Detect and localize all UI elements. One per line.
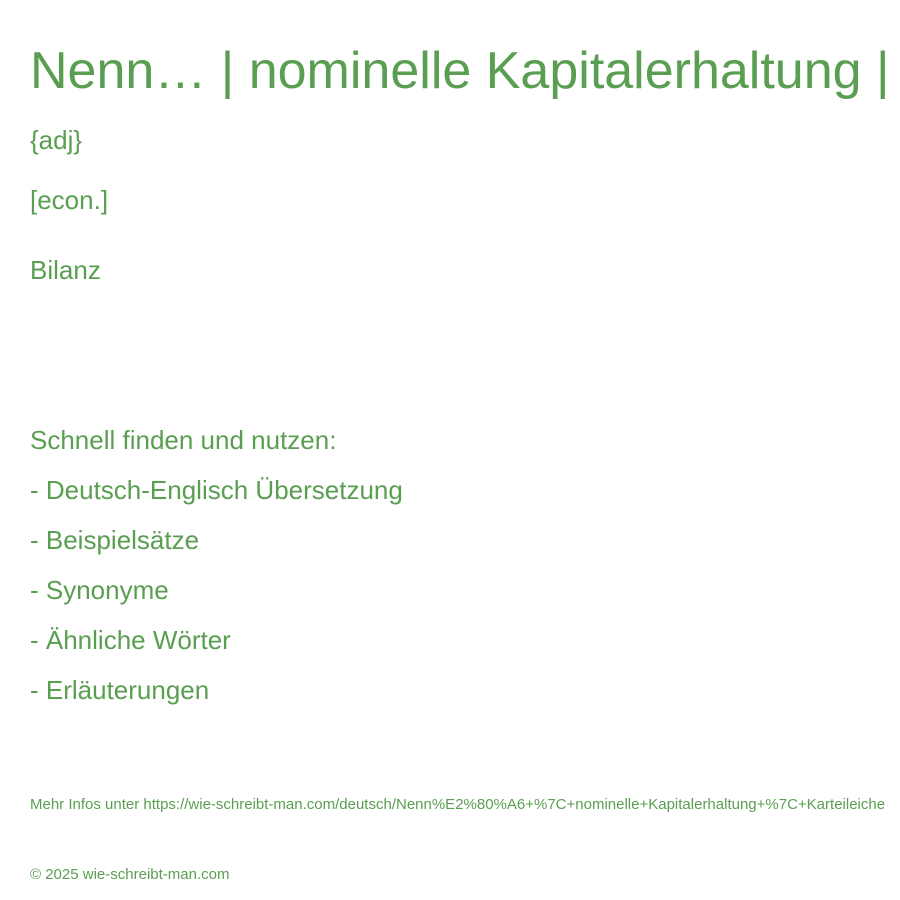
more-info-prefix: Mehr Infos unter: [30, 796, 144, 813]
domain-label: [econ.]: [30, 185, 109, 215]
feature-item-translation: - Deutsch-Englisch Übersetzung: [30, 475, 403, 505]
topic-label: Bilanz: [30, 255, 101, 285]
page-title: Nenn… | nominelle Kapitalerhaltung |: [30, 42, 890, 100]
feature-item-example-sentences: - Beispielsätze: [30, 525, 200, 555]
features-heading: Schnell finden und nutzen:: [30, 425, 337, 455]
feature-item-synonyms: - Synonyme: [30, 575, 169, 605]
part-of-speech-label: {adj}: [30, 125, 83, 155]
feature-item-similar-words: - Ähnliche Wörter: [30, 625, 231, 655]
feature-item-explanations: - Erläuterungen: [30, 675, 210, 705]
more-info-line: [30, 795, 885, 815]
more-info-link[interactable]: https://wie-schreibt-man.com/deutsch/Nenn%E2%80%A6+%7C+nominelle+Kapitalerhaltung+%7C+Karteileiche: [143, 796, 886, 813]
feature-list: [30, 474, 403, 724]
copyright-notice: © 2025 wie-schreibt-man.com: [30, 866, 230, 883]
